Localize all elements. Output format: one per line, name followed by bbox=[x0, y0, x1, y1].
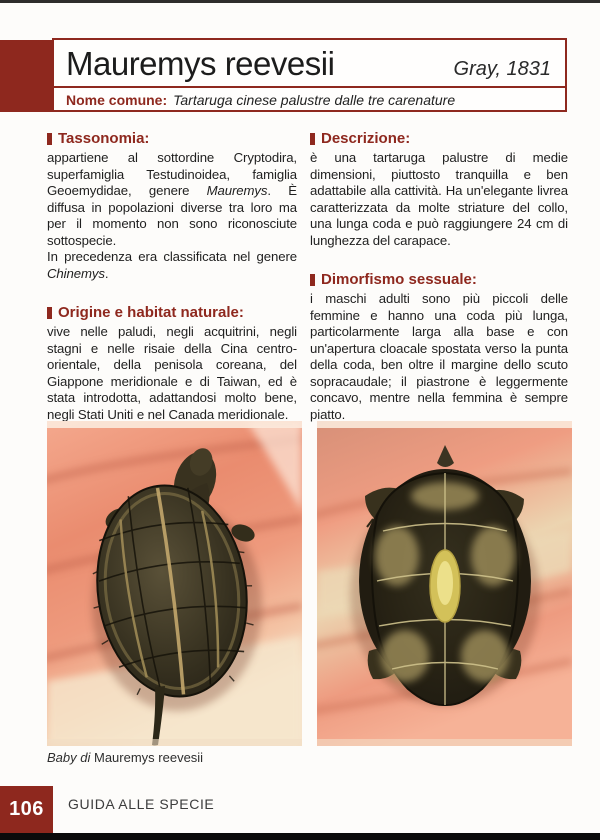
page-title: Mauremys reevesii bbox=[66, 45, 335, 82]
section-body: appartiene al sottordine Cryptodira, superfamiglia Testudinoidea, famiglia Geoemydidae, genere Mauremys. È diffusa in popolazioni diverse tra loro ma per il momento non sono riconosciute sottospecie. In precedenza era classificata nel genere Chinemys. bbox=[47, 150, 297, 281]
caption-species: Mauremys reevesii bbox=[90, 750, 204, 765]
caption-italic: Baby di bbox=[47, 750, 91, 765]
turtle-plastron bbox=[372, 473, 518, 705]
photo-turtle-top-view bbox=[47, 421, 302, 746]
right-column bbox=[310, 130, 568, 436]
section-dimorfismo-sessuale bbox=[310, 271, 568, 423]
page-number: 106 bbox=[9, 798, 44, 820]
section-origine-habitat bbox=[47, 304, 297, 423]
section-body: è una tartaruga palustre di medie dimensioni, piuttosto tranquilla e ben adattabile alla cattività. Ha un'elegante livrea caratterizzata da molte striature del collo, una lunga coda e può raggiungere 24 cm di lunghezza del carapace. bbox=[310, 150, 568, 248]
section-tassonomia bbox=[47, 130, 297, 282]
section-heading: Descrizione: bbox=[321, 130, 411, 147]
photo-turtle-underside-view bbox=[317, 421, 572, 746]
section-body: vive nelle paludi, negli acquitrini, negli stagni e nelle risaie della Cina centro-orientale, della penisola coreana, del Giappone meridionale e di Taiwan, ed è stata introdotta, adattandosi molto bene, negli Stati Uniti e nel Canada meridionale. bbox=[47, 324, 297, 422]
section-heading: Tassonomia: bbox=[58, 130, 150, 147]
section-bullet-icon bbox=[310, 133, 315, 145]
section-bullet-icon bbox=[310, 274, 315, 286]
species-title-block bbox=[52, 38, 567, 112]
left-column bbox=[47, 130, 297, 436]
section-heading: Dimorfismo sessuale: bbox=[321, 271, 477, 288]
section-body: i maschi adulti sono più piccoli delle femmine e hanno una coda più lunga, particolarmente larga alla base e con un'apertura cloacale spostata verso la punta della coda, ben oltre il margine dello scuto sopracaudale; il piastrone è leggermente concavo, mentre nella femmina è sempre piatto. bbox=[310, 291, 568, 422]
page-number-box bbox=[0, 786, 53, 833]
common-name-row bbox=[54, 86, 565, 112]
footer-section-title: GUIDA ALLE SPECIE bbox=[68, 796, 215, 812]
title-accent-bar bbox=[0, 40, 52, 112]
photo-caption bbox=[47, 750, 203, 765]
common-name-label: Nome comune: bbox=[66, 92, 168, 108]
section-bullet-icon bbox=[47, 307, 52, 319]
common-name-value: Tartaruga cinese palustre dalle tre carenature bbox=[173, 92, 456, 108]
section-heading: Origine e habitat naturale: bbox=[58, 304, 244, 321]
scan-artifact-top bbox=[0, 0, 600, 3]
section-bullet-icon bbox=[47, 133, 52, 145]
section-descrizione bbox=[310, 130, 568, 249]
page-bottom-bar bbox=[0, 833, 600, 840]
species-author-year: Gray, 1831 bbox=[453, 58, 551, 80]
